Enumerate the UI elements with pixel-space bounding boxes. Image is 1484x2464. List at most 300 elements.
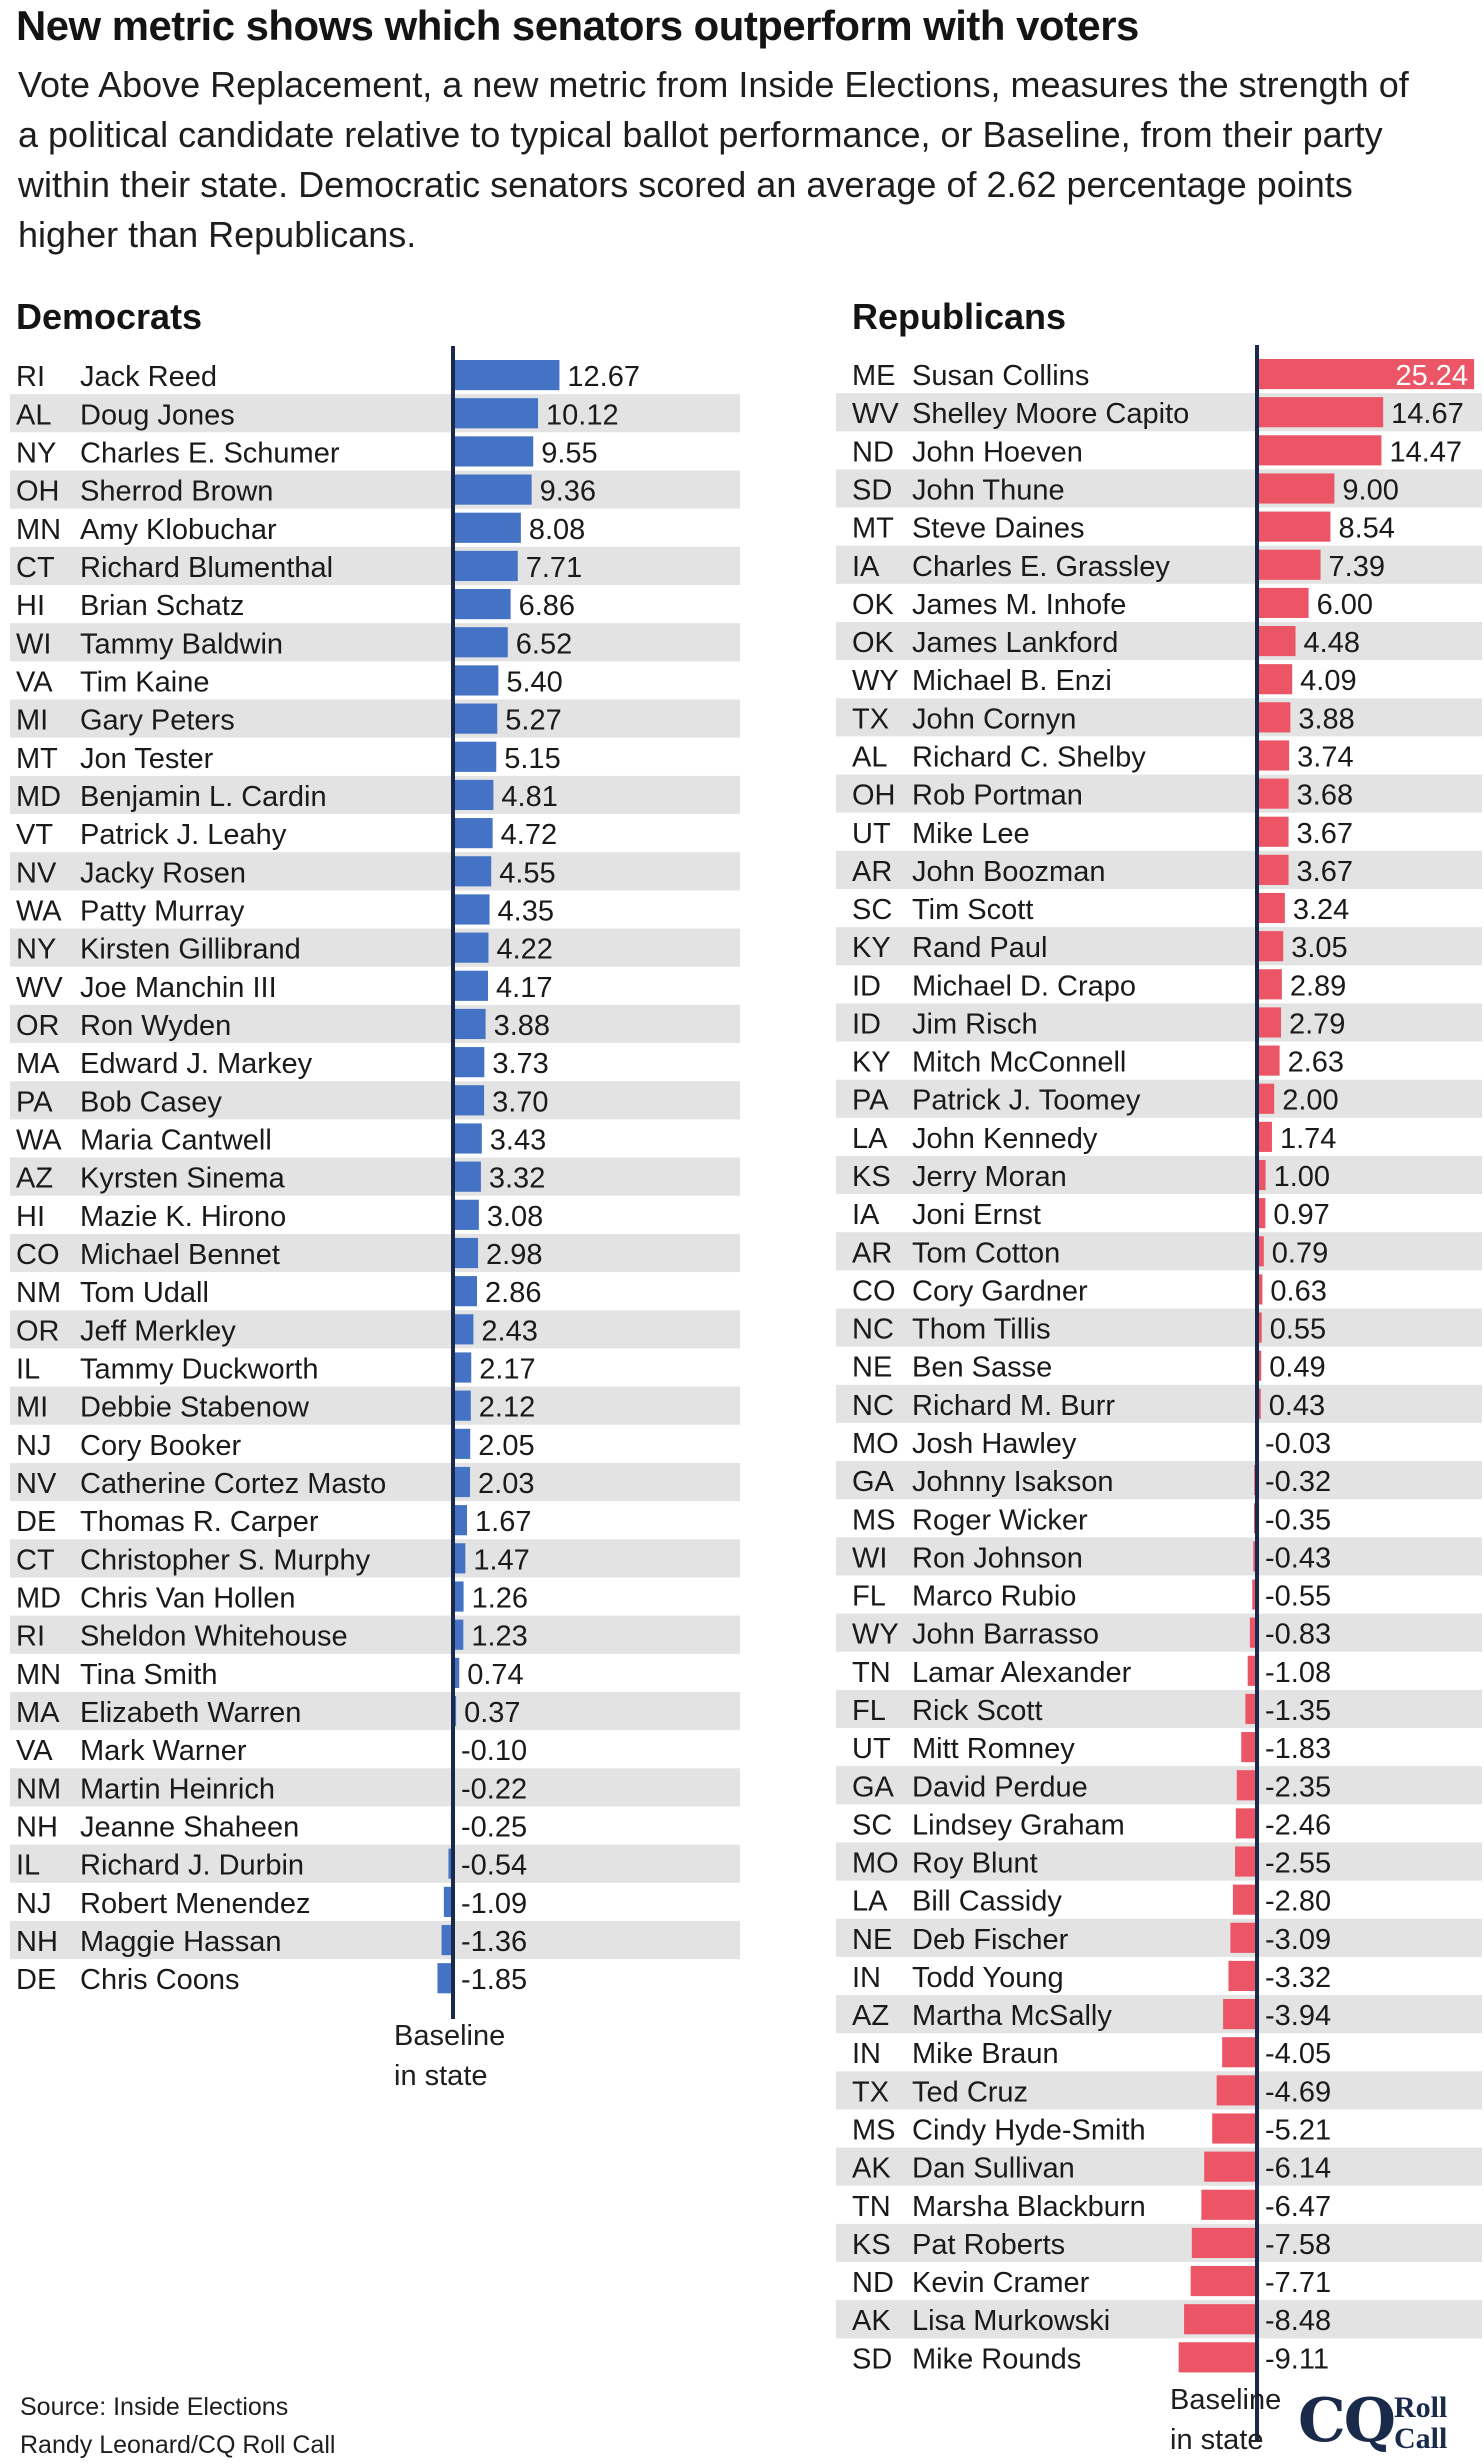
senator-name: Ron Johnson	[912, 1542, 1083, 1575]
chart-title: New metric shows which senators outperform with voters	[16, 2, 1139, 49]
state-label: MN	[16, 1658, 62, 1691]
democrats-bar-chart	[0, 296, 740, 2019]
state-label: NJ	[16, 1429, 52, 1462]
senator-name: Lindsey Graham	[912, 1809, 1125, 1842]
value-label: 10.12	[546, 399, 619, 432]
senator-name: Jeff Merkley	[80, 1315, 236, 1348]
bar	[1257, 512, 1330, 542]
value-label: 2.89	[1289, 970, 1347, 1003]
senator-name: Tim Scott	[912, 894, 1034, 927]
senator-name: John Boozman	[912, 855, 1106, 888]
bar	[1257, 550, 1321, 580]
senator-name: Dan Sullivan	[912, 2152, 1075, 2185]
bar	[453, 933, 488, 963]
value-label: 0.79	[1271, 1237, 1329, 1270]
bar	[437, 1963, 453, 1993]
bar	[453, 1009, 486, 1039]
senator-name: Maggie Hassan	[80, 1926, 282, 1959]
senator-name: Jim Risch	[912, 1008, 1038, 1041]
senator-name: John Kennedy	[912, 1122, 1098, 1155]
senator-name: Richard M. Burr	[912, 1389, 1116, 1422]
state-label: TN	[852, 2190, 891, 2223]
value-label: 9.55	[541, 437, 598, 470]
value-label: -4.69	[1265, 2076, 1332, 2109]
bar	[453, 1467, 470, 1497]
senator-name: Joe Manchin III	[80, 971, 277, 1004]
source-note	[20, 2388, 335, 2464]
logo-roll-call-text	[1394, 2392, 1447, 2454]
state-label: MT	[852, 512, 894, 545]
bar	[453, 971, 488, 1001]
senator-name: Jack Reed	[80, 361, 218, 394]
state-label: NC	[852, 1313, 894, 1346]
state-label: OK	[852, 627, 894, 660]
value-label: 6.86	[518, 590, 576, 623]
senator-name: Bill Cassidy	[912, 1885, 1062, 1918]
value-label: 4.22	[496, 933, 553, 966]
value-label: 14.47	[1389, 436, 1463, 469]
value-label: 3.08	[486, 1200, 544, 1233]
value-label: -1.09	[461, 1887, 528, 1920]
state-label: IL	[16, 1353, 41, 1386]
bar	[453, 1200, 479, 1230]
senator-name: Elizabeth Warren	[80, 1697, 302, 1730]
senator-name: Michael Bennet	[80, 1238, 280, 1271]
senator-name: Brian Schatz	[80, 590, 245, 623]
state-label: MI	[16, 704, 49, 737]
value-label: 4.55	[499, 857, 556, 890]
state-label: MT	[16, 742, 58, 775]
bar	[453, 1123, 482, 1153]
state-label: HI	[16, 1200, 45, 1233]
senator-name: Marsha Blackburn	[912, 2190, 1146, 2223]
state-label: AR	[852, 855, 893, 888]
value-label: -4.05	[1265, 2038, 1332, 2071]
state-label: MO	[852, 1427, 899, 1460]
senator-name: Amy Klobuchar	[80, 513, 277, 546]
bar	[1257, 702, 1290, 732]
state-label: IA	[852, 1199, 880, 1232]
senator-name: Todd Young	[912, 1961, 1064, 1994]
state-label: WA	[16, 895, 62, 928]
value-label: 5.27	[505, 704, 562, 737]
bar	[1257, 397, 1383, 427]
senator-name: John Hoeven	[912, 436, 1083, 469]
state-label: WA	[16, 1124, 62, 1157]
senator-name: Tom Cotton	[912, 1237, 1061, 1270]
senator-name: Ron Wyden	[80, 1009, 232, 1042]
value-label: 1.67	[475, 1506, 532, 1539]
state-label: LA	[852, 1885, 888, 1918]
value-label: -2.80	[1265, 1885, 1332, 1918]
state-label: NE	[852, 1923, 893, 1956]
value-label: -3.94	[1265, 2000, 1332, 2033]
senator-name: Michael D. Crapo	[912, 970, 1137, 1003]
bar	[1257, 817, 1289, 847]
value-label: 3.70	[492, 1086, 549, 1119]
value-label: -0.10	[461, 1735, 528, 1768]
value-label: -9.11	[1265, 2343, 1329, 2376]
state-label: PA	[16, 1086, 53, 1119]
bar	[1257, 1122, 1272, 1152]
state-label: ME	[852, 360, 896, 393]
bar	[1223, 1999, 1257, 2029]
state-label: KS	[852, 1161, 891, 1194]
state-label: ND	[852, 2267, 894, 2300]
bar	[453, 1314, 473, 1344]
state-label: TX	[852, 703, 890, 736]
bar	[1257, 435, 1381, 465]
bar	[453, 665, 498, 695]
senator-name: Michael B. Enzi	[912, 665, 1112, 698]
state-label: FL	[852, 1580, 886, 1613]
state-label: CO	[852, 1275, 896, 1308]
state-label: AL	[16, 399, 52, 432]
senator-name: Mike Lee	[912, 817, 1030, 850]
bar	[1212, 2113, 1257, 2143]
senator-name: Rand Paul	[912, 932, 1048, 965]
bar	[1257, 473, 1334, 503]
bar	[453, 742, 496, 772]
state-label: AR	[852, 1237, 893, 1270]
state-label: WI	[16, 628, 52, 661]
value-label: 7.71	[525, 551, 583, 584]
bar	[453, 436, 533, 466]
senator-name: Richard C. Shelby	[912, 741, 1146, 774]
senator-name: Deb Fischer	[912, 1923, 1069, 1956]
state-label: AK	[852, 2305, 891, 2338]
state-label: IN	[852, 2038, 881, 2071]
bar	[1257, 740, 1289, 770]
value-label: 0.63	[1270, 1275, 1327, 1308]
state-label: CT	[16, 1544, 55, 1577]
senator-name: Sherrod Brown	[80, 475, 274, 508]
value-label: 2.86	[485, 1277, 542, 1310]
value-label: -3.32	[1265, 1961, 1332, 1994]
bar	[1257, 779, 1289, 809]
value-label: 25.24	[1395, 360, 1469, 393]
senator-name: Chris Coons	[80, 1964, 240, 1997]
value-label: -0.83	[1265, 1618, 1332, 1651]
state-label: IL	[16, 1849, 41, 1882]
value-label: 3.74	[1297, 741, 1354, 774]
senator-name: Charles E. Schumer	[80, 437, 340, 470]
senator-name: Cory Booker	[80, 1429, 242, 1462]
bar	[453, 360, 559, 390]
bar	[453, 1085, 484, 1115]
baseline-label-line1: Baseline	[1170, 2384, 1282, 2416]
bar	[1257, 1007, 1281, 1037]
value-label: 9.36	[539, 475, 597, 508]
value-label: 0.74	[467, 1658, 524, 1691]
senator-name: Thom Tillis	[912, 1313, 1051, 1346]
senator-name: Ben Sasse	[912, 1351, 1053, 1384]
value-label: 3.43	[489, 1124, 547, 1157]
chart-subtitle: Vote Above Replacement, a new metric from Inside Elections, measures the strength of a political candidate relative to typical ballot performance, or Baseline, from their party within their state. Democratic senators scored an average of 2.62 percentage points higher than Republicans.	[18, 64, 1409, 255]
value-label: 14.67	[1391, 398, 1464, 431]
logo-cq-text: CQ	[1298, 2386, 1395, 2456]
value-label: 3.88	[1298, 703, 1355, 736]
senator-name: Mike Rounds	[912, 2343, 1082, 2376]
state-label: MA	[16, 1697, 60, 1730]
bar	[1257, 1084, 1274, 1114]
state-label: DE	[16, 1506, 57, 1539]
value-label: -0.35	[1265, 1504, 1332, 1537]
value-label: 2.12	[478, 1391, 536, 1424]
state-label: NV	[16, 1468, 57, 1501]
state-label: WY	[852, 1618, 899, 1651]
senator-name: Bob Casey	[80, 1086, 222, 1119]
state-label: UT	[852, 1733, 891, 1766]
senator-name: Joni Ernst	[912, 1199, 1041, 1232]
senator-name: Mark Warner	[80, 1735, 247, 1768]
state-label: GA	[852, 1466, 894, 1499]
senator-name: Mike Braun	[912, 2038, 1059, 2071]
value-label: 3.88	[493, 1009, 551, 1042]
senator-name: Debbie Stabenow	[80, 1391, 309, 1424]
state-label: NV	[16, 857, 57, 890]
state-label: NM	[16, 1277, 62, 1310]
value-label: -0.32	[1265, 1466, 1332, 1499]
bar	[1228, 1961, 1257, 1991]
value-label: -1.36	[461, 1926, 528, 1959]
bar	[453, 1505, 467, 1535]
senator-name: Mitch McConnell	[912, 1046, 1127, 1079]
senator-name: Lamar Alexander	[912, 1656, 1132, 1689]
state-label: ID	[852, 1008, 881, 1041]
bar	[1235, 1846, 1257, 1876]
value-label: 3.73	[492, 1048, 549, 1081]
state-label: IN	[852, 1961, 881, 1994]
state-label: MA	[16, 1048, 60, 1081]
state-label: MN	[16, 513, 62, 546]
value-label: 2.05	[478, 1429, 535, 1462]
value-label: 9.00	[1342, 474, 1399, 507]
bar	[1257, 626, 1296, 656]
senator-name: Patrick J. Toomey	[912, 1084, 1141, 1117]
state-label: AZ	[16, 1162, 54, 1195]
baseline-label-line2: in state	[394, 2060, 488, 2092]
state-label: MD	[16, 780, 62, 813]
value-label: 6.00	[1316, 588, 1374, 621]
senator-name: Richard Blumenthal	[80, 551, 334, 584]
value-label: 0.43	[1268, 1389, 1326, 1422]
state-label: OH	[852, 779, 896, 812]
senator-name: Lisa Murkowski	[912, 2305, 1111, 2338]
senator-name: Patrick J. Leahy	[80, 819, 287, 852]
state-label: KY	[852, 1046, 891, 1079]
senator-name: Robert Menendez	[80, 1887, 311, 1920]
state-label: RI	[16, 1620, 45, 1653]
value-label: 12.67	[567, 361, 641, 394]
senator-name: Jeanne Shaheen	[80, 1811, 300, 1844]
senator-name: Patty Murray	[80, 895, 245, 928]
value-label: 3.67	[1296, 817, 1354, 850]
value-label: -1.08	[1265, 1656, 1332, 1689]
senator-name: Rob Portman	[912, 779, 1083, 812]
senator-name: Susan Collins	[912, 360, 1090, 393]
value-label: -1.85	[461, 1964, 528, 1997]
state-label: SC	[852, 894, 893, 927]
bar	[1233, 1885, 1257, 1915]
state-label: GA	[852, 1771, 894, 1804]
republicans-baseline-label	[1170, 2380, 1281, 2460]
state-label: AL	[852, 741, 888, 774]
value-label: 4.17	[496, 971, 553, 1004]
state-label: KS	[852, 2228, 891, 2261]
senator-name: Jon Tester	[80, 742, 214, 775]
senator-name: Sheldon Whitehouse	[80, 1620, 348, 1653]
value-label: -1.83	[1265, 1733, 1332, 1766]
value-label: 5.15	[504, 742, 561, 775]
senator-name: John Thune	[912, 474, 1065, 507]
bar	[453, 627, 508, 657]
state-label: RI	[16, 361, 45, 394]
state-label: OR	[16, 1009, 60, 1042]
bar	[1237, 1770, 1257, 1800]
state-label: CO	[16, 1238, 60, 1271]
value-label: 3.24	[1292, 894, 1350, 927]
logo-roll: Roll	[1394, 2391, 1448, 2424]
state-label: ID	[852, 970, 881, 1003]
value-label: -6.47	[1265, 2190, 1332, 2223]
value-label: 1.47	[473, 1544, 530, 1577]
value-label: -7.58	[1265, 2228, 1332, 2261]
value-label: 4.09	[1300, 665, 1357, 698]
value-label: 0.55	[1269, 1313, 1327, 1346]
bar	[1201, 2190, 1257, 2220]
bar	[453, 1429, 470, 1459]
bar	[453, 475, 532, 505]
democrats-heading: Democrats	[16, 296, 203, 337]
senator-name: Edward J. Markey	[80, 1048, 313, 1081]
value-label: 3.32	[488, 1162, 546, 1195]
state-label: TX	[852, 2076, 890, 2109]
senator-name: Kyrsten Sinema	[80, 1162, 285, 1195]
bar	[453, 894, 490, 924]
senator-name: Chris Van Hollen	[80, 1582, 296, 1615]
state-label: MS	[852, 2114, 896, 2147]
value-label: 2.00	[1282, 1084, 1339, 1117]
logo-call: Call	[1394, 2422, 1448, 2455]
senator-name: Tammy Duckworth	[80, 1353, 319, 1386]
value-label: 4.48	[1303, 627, 1360, 660]
senator-name: Benjamin L. Cardin	[80, 780, 327, 813]
bar	[453, 818, 493, 848]
value-label: 2.79	[1288, 1008, 1346, 1041]
state-label: NE	[852, 1351, 893, 1384]
state-label: IA	[852, 550, 880, 583]
value-label: -3.09	[1265, 1923, 1332, 1956]
cq-roll-call-logo	[1298, 2386, 1478, 2458]
senator-name: Josh Hawley	[912, 1427, 1077, 1460]
state-label: UT	[852, 817, 891, 850]
senator-name: Mazie K. Hirono	[80, 1200, 287, 1233]
source-text: Source: Inside Elections	[20, 2393, 289, 2421]
senator-name: Steve Daines	[912, 512, 1085, 545]
senator-name: Roy Blunt	[912, 1847, 1038, 1880]
bar	[1257, 931, 1283, 961]
value-label: 2.17	[479, 1353, 536, 1386]
democrats-baseline-label	[394, 2016, 505, 2096]
state-label: OH	[16, 475, 60, 508]
senator-name: Martin Heinrich	[80, 1773, 275, 1806]
senator-name: Kirsten Gillibrand	[80, 933, 301, 966]
value-label: 1.74	[1279, 1122, 1337, 1155]
value-label: -2.46	[1265, 1809, 1332, 1842]
value-label: -0.03	[1265, 1427, 1332, 1460]
senator-name: Thomas R. Carper	[80, 1506, 319, 1539]
state-label: NY	[16, 437, 57, 470]
bar	[1191, 2266, 1257, 2296]
bar	[1179, 2342, 1257, 2372]
bar	[1257, 1046, 1280, 1076]
senator-name: Doug Jones	[80, 399, 235, 432]
value-label: 7.39	[1328, 550, 1386, 583]
baseline-label-line1: Baseline	[394, 2020, 506, 2052]
state-label: NY	[16, 933, 57, 966]
senator-name: Cory Gardner	[912, 1275, 1088, 1308]
state-label: MD	[16, 1582, 62, 1615]
state-label: OK	[852, 588, 894, 621]
bar	[1204, 2152, 1257, 2182]
value-label: 1.23	[471, 1620, 528, 1653]
senator-name: Christopher S. Murphy	[80, 1544, 371, 1577]
value-label: -1.35	[1265, 1694, 1332, 1727]
bar	[1241, 1732, 1257, 1762]
bar	[453, 589, 511, 619]
value-label: 1.00	[1273, 1161, 1331, 1194]
bar	[1257, 664, 1292, 694]
state-label: ND	[852, 436, 894, 469]
value-label: 4.35	[497, 895, 554, 928]
state-label: FL	[852, 1694, 886, 1727]
state-label: KY	[852, 932, 891, 965]
senator-name: Tim Kaine	[80, 666, 210, 699]
value-label: -2.35	[1265, 1771, 1332, 1804]
senator-name: John Cornyn	[912, 703, 1077, 736]
value-label: -0.25	[461, 1811, 528, 1844]
senator-name: Shelley Moore Capito	[912, 398, 1190, 431]
value-label: 3.05	[1291, 932, 1348, 965]
senator-name: David Perdue	[912, 1771, 1088, 1804]
value-label: -8.48	[1265, 2305, 1332, 2338]
value-label: 4.81	[501, 780, 558, 813]
value-label: -6.14	[1265, 2152, 1332, 2185]
value-label: 1.26	[471, 1582, 529, 1615]
senator-name: Johnny Isakson	[912, 1466, 1114, 1499]
value-label: -0.55	[1265, 1580, 1332, 1613]
value-label: 3.68	[1296, 779, 1354, 812]
state-label: NJ	[16, 1887, 52, 1920]
bar	[453, 856, 491, 886]
state-label: SD	[852, 2343, 893, 2376]
value-label: 0.97	[1273, 1199, 1330, 1232]
value-label: 3.67	[1296, 855, 1354, 888]
baseline-label-line2: in state	[1170, 2424, 1264, 2456]
state-label: MO	[852, 1847, 899, 1880]
state-label: WI	[852, 1542, 888, 1575]
bar	[453, 1162, 481, 1192]
state-label: CT	[16, 551, 55, 584]
bar	[1257, 969, 1282, 999]
credit-text: Randy Leonard/CQ Roll Call	[20, 2431, 336, 2459]
state-label: VT	[16, 819, 54, 852]
bar	[1257, 855, 1289, 885]
state-label: DE	[16, 1964, 57, 1997]
value-label: 5.40	[506, 666, 563, 699]
bar	[1230, 1923, 1257, 1953]
